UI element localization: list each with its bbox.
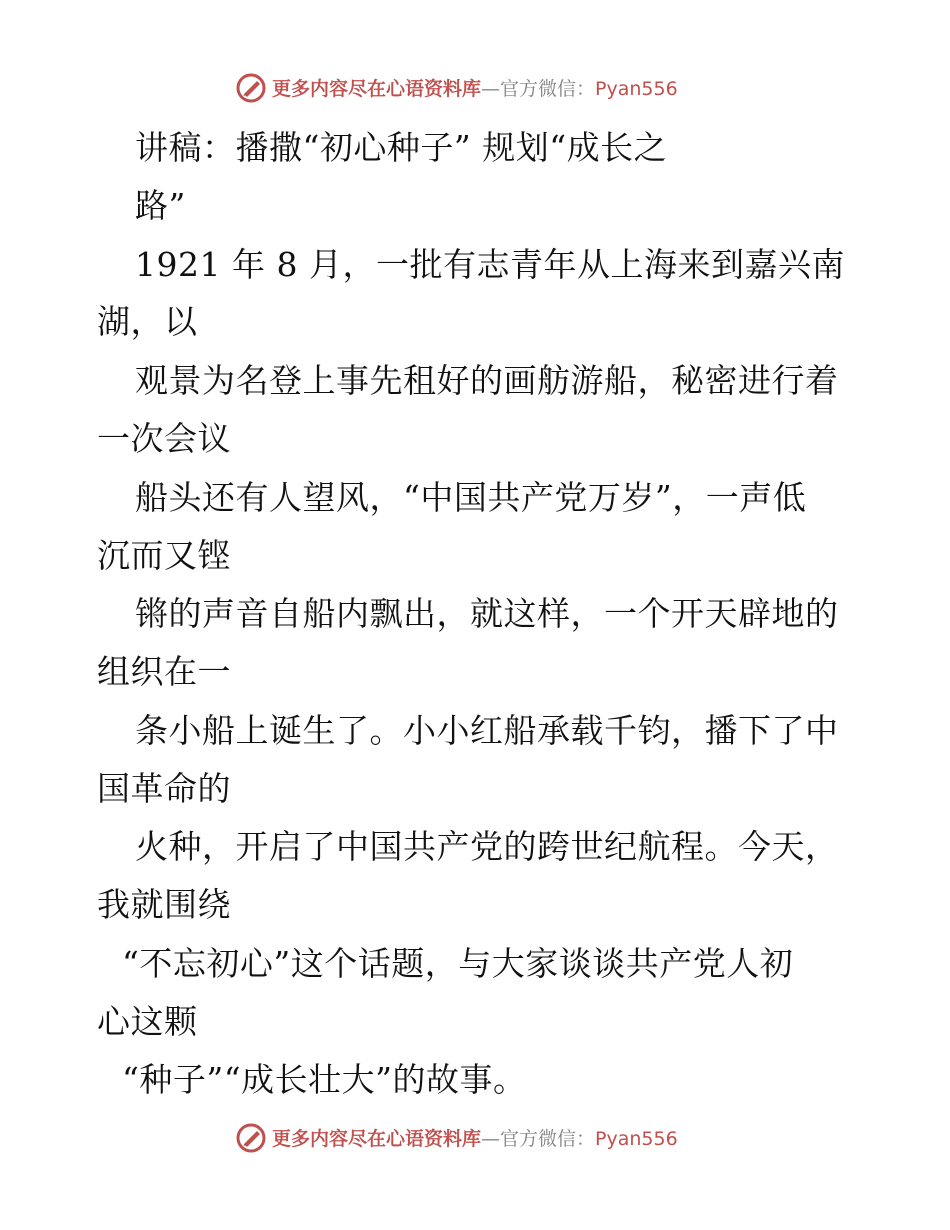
text-line: “不忘初心”这个话题，与大家谈谈共产党人初	[122, 944, 794, 983]
text-line: 沉而又铿	[97, 536, 231, 575]
banner-separator: —	[481, 78, 501, 100]
banner-account-id: Pyan556	[595, 78, 678, 100]
text-line: 讲稿：播撒“初心种子” 规划“成长之	[135, 128, 668, 167]
text-line: 湖，以	[97, 302, 198, 341]
text-line: 锵的声音自船内飘出，就这样，一个开天辟地的	[135, 594, 839, 633]
text-line: 心这颗	[97, 1002, 198, 1041]
text-line: 火种，开启了中国共产党的跨世纪航程。今天，	[135, 827, 839, 866]
text-line: 国革命的	[97, 769, 231, 808]
text-line: 一次会议	[97, 419, 231, 458]
banner-text	[272, 1128, 678, 1150]
banner-official-label: 官方微信：	[500, 1128, 596, 1150]
text-line: 我就围绕	[97, 885, 231, 924]
text-line: 条小船上诞生了。小小红船承载千钧，播下了中	[135, 711, 839, 750]
banner-account-id: Pyan556	[595, 1128, 678, 1150]
text-line: 1921 年 8 月，一批有志青年从上海来到嘉兴南	[135, 245, 845, 284]
text-line: 船头还有人望风，“中国共产党万岁”，一声低	[135, 478, 807, 517]
banner-text	[272, 78, 678, 100]
banner-title: 更多内容尽在心语资料库	[272, 1128, 482, 1150]
text-line: 组织在一	[97, 652, 231, 691]
text-line: 观景为名登上事先租好的画舫游船，秘密进行着	[135, 361, 839, 400]
pen-logo-icon	[235, 72, 267, 104]
banner-separator: —	[481, 1128, 501, 1150]
banner-official-label: 官方微信：	[500, 78, 596, 100]
text-line: 路”	[135, 186, 186, 225]
pen-logo-icon	[235, 1122, 267, 1154]
text-line: “种子”“成长壮大”的故事。	[122, 1060, 527, 1099]
footer-banner	[0, 1120, 950, 1160]
header-banner	[0, 70, 950, 110]
banner-title: 更多内容尽在心语资料库	[272, 78, 482, 100]
